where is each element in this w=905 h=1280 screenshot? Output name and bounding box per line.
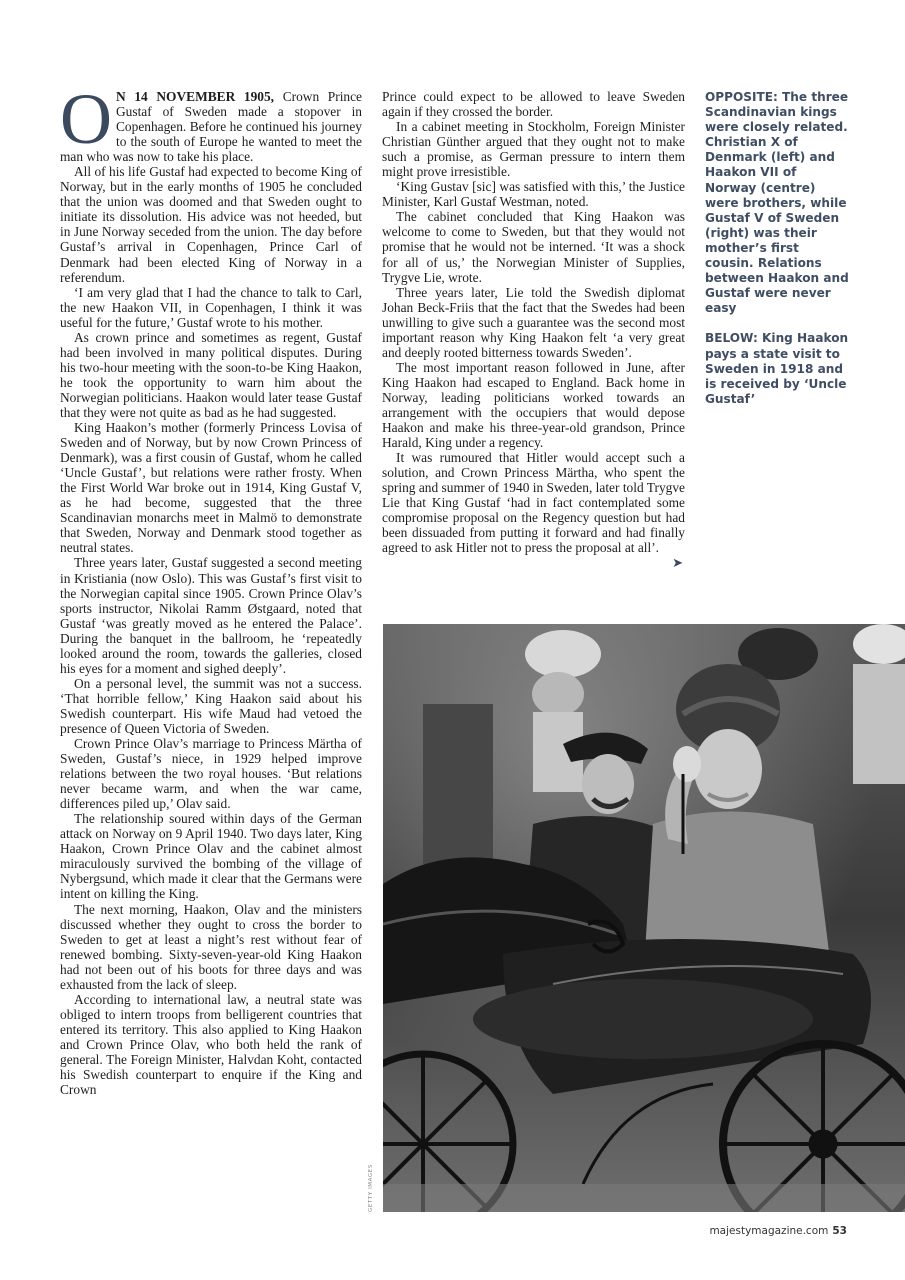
paragraph: In a cabinet meeting in Stockholm, Foreign Minister Christian Günther argued that they ought not to make such a promise, as German pressure to intern them might prove irresistible. — [382, 119, 685, 180]
paragraph: Prince could expect to be allowed to leave Sweden again if they crossed the border. — [382, 89, 685, 120]
paragraph: The most important reason followed in June, after King Haakon had escaped to England. Back home in Norway, leading politicians worked towards an arrangement with the occupiers that would depose Haakon and make his three-year-old grandson, Prince Harald, King under a regency. — [382, 359, 685, 451]
paragraph: Three years later, Lie told the Swedish diplomat Johan Beck-Friis that the fact that the Swedes had been unwilling to give such a guarantee was the second most important reason why King Haakon felt ‘a very great and deeply rooted bitterness towards Sweden’. — [382, 284, 685, 360]
photo-credit: GETTY IMAGES — [368, 1164, 374, 1212]
paragraph: The relationship soured within days of the German attack on Norway on 9 April 1940. Two days later, King Haakon, Crown Prince Olav and the cabinet almost miraculously survived the bombing of the village of Nybergsund, which made it clear that the Germans were intent on killing the King. — [60, 811, 362, 902]
paragraph: King Haakon’s mother (formerly Princess Lovisa of Sweden and of Norway, but by now Crown Princess of Denmark), was a first cousin of Gustaf, whom he called ‘Uncle Gustaf’, but relations were rather frosty. When the First World War broke out in 1914, King Gustaf V, as he had become, suggested that the three Scandinavian monarchs meet in Malmö to demonstrate that Sweden, Norway and Denmark stood together as neutral states. — [60, 420, 362, 556]
article-column-2 — [382, 89, 685, 571]
paragraph: According to international law, a neutral state was obliged to intern troops from belligerent countries that entered its territory. This also applied to King Haakon and Crown Prince Olav, who both held the rank of general. The Foreign Minister, Halvdan Koht, contacted his Swedish counterpart to enquire if the King and Crown — [60, 991, 362, 1098]
lead-in: N 14 NOVEMBER 1905, — [116, 89, 275, 104]
continue-arrow-icon: ➤ — [672, 555, 683, 571]
paragraph: The cabinet concluded that King Haakon was welcome to come to Sweden, but that they would not promise that he would not be interned. ‘It was a shock for all of us,’ the Norwegian Minister of Supplies, Trygve Lie, wrote. — [382, 209, 685, 285]
article-column-1 — [60, 79, 363, 1098]
paragraph: Three years later, Gustaf suggested a second meeting in Kristiania (now Oslo). This was Gustaf’s first visit to the Norwegian capital since 1905. Crown Prince Olav’s sports instructor, Nikolai Ramm Østgaard, noted that Gustaf ‘was greatly moved as he entered the Palace’. During the banquet in the ballroom, he ‘repeatedly looked around the room, towards the galleries, closed his eyes for a moment and sighed deeply’. — [60, 555, 362, 676]
article-lead-paragraph: O N 14 NOVEMBER 1905, Crown Prince Gustaf of Sweden made a stopover in Copenhagen. Before he continued his journey to the south of Europe he wanted to meet the man who was now to take his place. — [60, 79, 363, 165]
drop-cap: O — [60, 79, 112, 159]
page-number: 53 — [832, 1225, 847, 1237]
footer-site: majestymagazine.com — [709, 1225, 829, 1237]
caption-opposite: OPPOSITE: The three Scandinavian kings were closely related. Christian X of Denmark (left) and Haakon VII of Norway (centre) were brothers, while Gustaf V of Sweden (right) was their mother’s first cousin. Relations between Haakon and Gustaf were never easy — [705, 90, 849, 316]
paragraph: As crown prince and sometimes as regent, Gustaf had been involved in many political disputes. During his two-hour meeting with the soon-to-be King Haakon, he took the opportunity to warn him about the Norwegian politicians. Haakon would later tease Gustaf that they were not quite as bad as he had suggested. — [60, 329, 362, 420]
paragraph-last: It was rumoured that Hitler would accept such a solution, and Crown Princess Märtha, who spent the spring and summer of 1940 in Sweden, later told Trygve Lie that King Gustaf ‘had in fact contemplated some compromise proposal on the Regency question but had been dissuaded from putting it forward and had finally agreed to ask Hitler not to press the proposal at all’. ➤ — [382, 450, 685, 571]
paragraph: ‘I am very glad that I had the chance to talk to Carl, the new Haakon VII, in Copenhagen, I think it was useful for the future,’ Gustaf wrote to his mother. — [60, 284, 362, 330]
photo-captions — [705, 90, 850, 422]
paragraph: All of his life Gustaf had expected to become King of Norway, but in the early months of 1905 he concluded that the union was doomed and that Sweden ought to initiate its dissolution. His advice was not heeded, but in June Norway seceded from the union. The day before Gustaf’s arrival in Copenhagen, Prince Carl of Denmark had been elected King of Norway in a referendum. — [60, 164, 362, 285]
paragraph: Crown Prince Olav’s marriage to Princess Märtha of Sweden, Gustaf’s niece, in 1929 helped improve relations between the two royal houses. ‘But relations never became warm, and when the war came, differences piled up,’ Olav said. — [60, 736, 362, 812]
paragraph: ‘King Gustav [sic] was satisfied with this,’ the Justice Minister, Karl Gustaf Westman, noted. — [382, 179, 685, 210]
caption-below: BELOW: King Haakon pays a state visit to Sweden in 1918 and is received by ‘Uncle Gustaf’ — [705, 331, 849, 406]
page-footer — [709, 1225, 847, 1237]
carriage-photo-illustration — [383, 624, 905, 1212]
paragraph: The next morning, Haakon, Olav and the ministers discussed whether they ought to cross the border to Sweden to get at least a night’s rest without fear of renewed bombing. Sixty-seven-year-old King Haakon had not been out of his boots for three days and was exhausted from the lack of sleep. — [60, 901, 362, 992]
carriage-photo — [383, 624, 905, 1212]
paragraph: On a personal level, the summit was not a success. ‘That horrible fellow,’ King Haakon said about his Swedish counterpart. His wife Maud had vetoed the presence of Queen Victoria of Sweden. — [60, 675, 362, 736]
